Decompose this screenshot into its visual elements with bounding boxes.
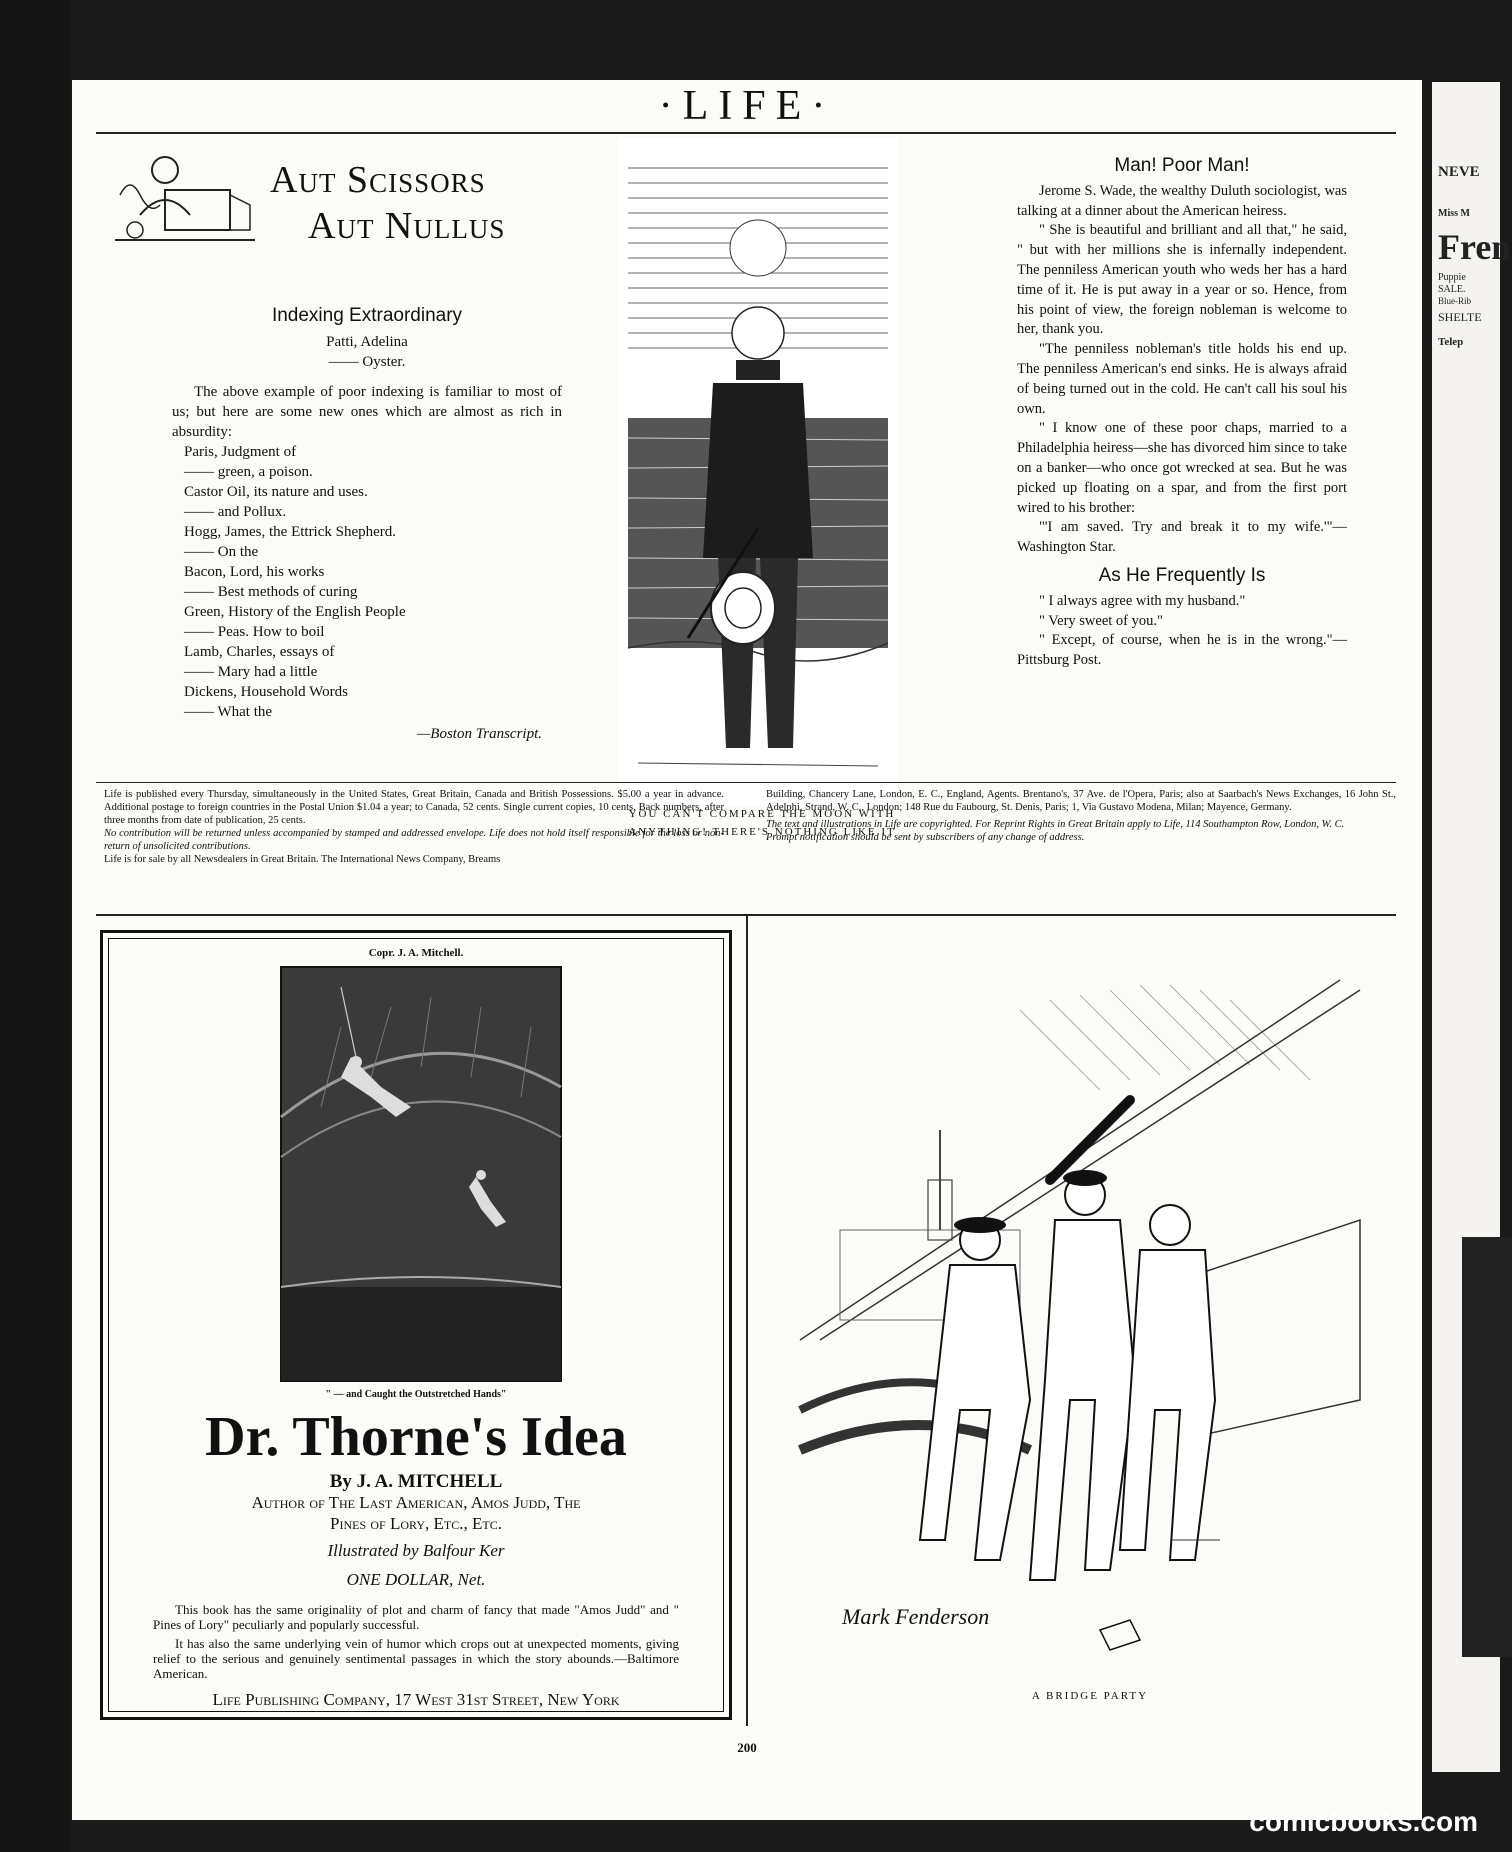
index-entry: Lamb, Charles, essays of — [184, 644, 335, 660]
artist-signature: Mark Fenderson — [842, 1604, 990, 1629]
bridge-caption: A BRIDGE PARTY — [1031, 1690, 1149, 1702]
column-title — [110, 145, 530, 250]
bridge-party-cartoon — [800, 980, 1380, 1680]
index-entries — [184, 442, 562, 722]
fragment: Fren — [1438, 227, 1512, 267]
reading-cherub-illustration — [110, 145, 260, 250]
pubinfo-right — [766, 788, 1396, 844]
pubinfo-agents: Building, Chancery Lane, London, E. C., England, Agents. Brentano's, 37 Ave. de l'Opera, Paris; also at Saarbach's News Exchanges, 16 John St., Adelphi, Strand, W. C., London; 148 Rue du Faubourg, St. Denis, Paris; 1, Via Gustavo Modena, Milan; Mayence, Germany. — [766, 789, 1396, 813]
index-entry: —— Best methods of curing — [184, 584, 358, 600]
book-author: By J. A. MITCHELL — [329, 1471, 503, 1492]
article-paragraph: " I know one of these poor chaps, married to a Philadelphia heiress—she has divorced him since to take on a banker—who once got wrecked at sea. But he was picked up floating on a spar, and from the first port wired to his brother: — [1017, 420, 1347, 516]
pubinfo-subscription: Life is published every Thursday, simultaneously in the United States, Great Britain, Canada and British Possessions. $5.00 a year in advance. Additional postage to foreign countries in the Postal Union $1.04 a year; to Canada, 52 cents. Single current copies, 10 cents. Back numbers, after three months from date of publication, 25 cents. — [104, 789, 724, 826]
adjacent-page-fragment — [1432, 82, 1512, 1772]
illustration-caption: " — and Caught the Outstretched Hands" — [325, 1389, 507, 1400]
example-line-2: —— Oyster. — [328, 354, 406, 370]
as-he-frequently-is-heading: As He Frequently Is — [1098, 564, 1266, 586]
article-paragraph: " Except, of course, when he is in the wrong."—Pittsburg Post. — [1017, 632, 1347, 669]
book-title: Dr. Thorne's Idea — [205, 1406, 627, 1468]
pubinfo-left — [104, 788, 724, 866]
title-line-2: Aut Nullus — [308, 205, 506, 247]
masthead: ·LIFE· — [658, 83, 836, 129]
article-paragraph: " Very sweet of you." — [1039, 612, 1163, 629]
trapeze-illustration — [281, 967, 561, 1381]
fragment: Telep — [1438, 336, 1464, 348]
author-of-line-2: Pines of Lory, Etc., Etc. — [330, 1514, 502, 1533]
article-paragraph: "The penniless nobleman's title holds his end up. The penniless American's end sinks. He is always afraid of being turned out in the cold. He can't call his soul his own. — [1017, 341, 1347, 417]
article-paragraph: " I always agree with my husband." — [1039, 592, 1246, 609]
fragment: SALE. — [1438, 284, 1466, 295]
pubinfo-top-rule — [96, 782, 1396, 783]
index-entry: —— and Pollux. — [184, 504, 287, 520]
watermark: comicbooks.com — [1249, 1806, 1478, 1837]
pubinfo-copyright: The text and illustrations in Life are copyrighted. For Reprint Rights in Great Britain apply to Life, 114 Southampton Row, London, W. C. — [766, 819, 1345, 830]
article-paragraph: " She is beautiful and brilliant and all that," he said, " but with her millions she is infernally independent. The penniless American youth who weds her has a hard time of it. He is put away in a year or so. Hence, from his point of view, the foreign nobleman is welcome to her, thank you. — [1017, 222, 1347, 338]
pubinfo-notification: Prompt notification should be sent by subscribers of any change of address. — [766, 832, 1085, 843]
example-line-1: Patti, Adelina — [326, 334, 408, 350]
left-column — [172, 302, 562, 744]
publisher-address: Life Publishing Company, 17 West 31st Street, New York — [212, 1690, 620, 1709]
index-entry: Castor Oil, its nature and uses. — [184, 484, 368, 500]
index-entry: Hogg, James, the Ettrick Shepherd. — [184, 524, 397, 540]
index-entry: —— What the — [184, 704, 273, 720]
article-paragraph: "'I am saved. Try and break it to my wife.'"—Washington Star. — [1017, 519, 1347, 556]
fragment: Miss M — [1438, 208, 1470, 219]
moon-cartoon — [618, 138, 898, 806]
author-of-line-1: Author of The Last American, Amos Judd, The — [251, 1493, 581, 1512]
index-entry: —— On the — [184, 544, 259, 560]
index-entry: Dickens, Household Words — [184, 684, 348, 700]
book-blurb-2: It has also the same underlying vein of humor which crops out at unexpected moments, giving relief to the serious and genuinely sentimental passages in which the story abounds.—Baltimore American. — [153, 1636, 679, 1681]
moon-caption-line-2: ANYTHING! THERE'S NOTHING LIKE IT — [628, 826, 896, 838]
page-number: 200 — [737, 1740, 757, 1755]
masthead-rule — [96, 132, 1396, 134]
article-paragraph: Jerome S. Wade, the wealthy Duluth sociologist, was talking at a dinner about the American heiress. — [1017, 182, 1347, 219]
indexing-heading: Indexing Extraordinary — [271, 305, 463, 326]
source-credit: —Boston Transcript. — [416, 726, 542, 742]
index-entry: —— green, a poison. — [184, 464, 313, 480]
right-column — [1017, 156, 1347, 671]
fragment: Blue-Rib — [1438, 296, 1471, 306]
scan-edge — [0, 0, 70, 1852]
index-entry: Paris, Judgment of — [184, 444, 297, 460]
book-price: ONE DOLLAR, Net. — [346, 1570, 486, 1589]
column-divider — [746, 916, 748, 1726]
ad-copyright: Copr. J. A. Mitchell. — [368, 947, 464, 959]
dark-ad-block — [1462, 1237, 1512, 1657]
title-line-1: Aut Scissors — [270, 159, 486, 201]
fragment: NEVE — [1438, 164, 1480, 180]
magazine-page — [72, 80, 1422, 1820]
index-entry: —— Mary had a little — [184, 664, 318, 680]
fragment: SHELTE — [1438, 310, 1482, 324]
index-entry: —— Peas. How to boil — [184, 624, 325, 640]
pubinfo-contributions: No contribution will be returned unless accompanied by stamped and addressed envelope. Life does not hold itself responsible for the loss or non-return of unsolicited contributions. — [104, 828, 724, 852]
pubinfo-newsdealers: Life is for sale by all Newsdealers in Great Britain. The International News Company, Breams — [104, 854, 501, 865]
indexing-intro: The above example of poor indexing is familiar to most of us; but here are some new ones which are almost as rich in absurdity: — [172, 384, 562, 440]
book-blurb-1: This book has the same originality of plot and charm of fancy that made "Amos Judd" and " Pines of Lory" peculiarly and popularly successful. — [153, 1602, 679, 1632]
man-poor-man-heading: Man! Poor Man! — [1114, 155, 1250, 176]
book-advertisement — [100, 930, 732, 1720]
index-entry: Bacon, Lord, his works — [184, 564, 325, 580]
index-entry: Green, History of the English People — [184, 604, 406, 620]
illustrator-credit: Illustrated by Balfour Ker — [327, 1541, 505, 1560]
moon-caption-line-1: YOU CAN'T COMPARE THE MOON WITH — [628, 808, 896, 820]
fragment: Puppie — [1438, 272, 1466, 283]
